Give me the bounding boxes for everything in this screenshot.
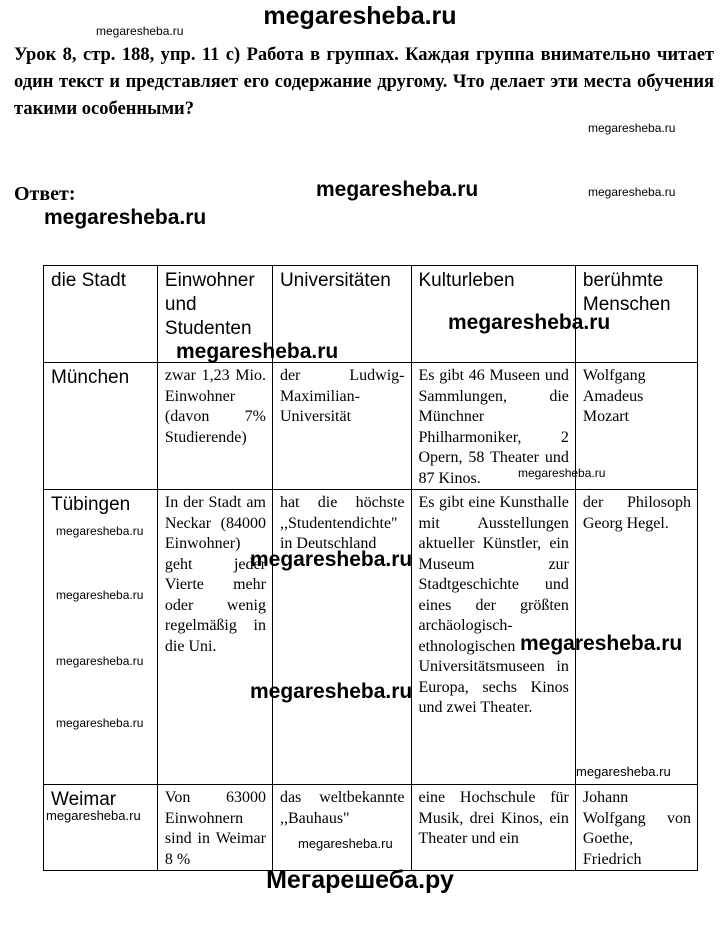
- row-university: das weltbekannte ,,Bauhaus": [272, 785, 411, 871]
- row-residents: zwar 1,23 Mio. Einwohner (davon 7% Studierende): [157, 363, 272, 490]
- watermark: megaresheba.ru: [520, 632, 683, 655]
- row-culture: eine Hochschule für Musik, drei Kinos, ein Theater und ein: [411, 785, 575, 871]
- row-residents: Von 63000 Einwohnern sind in Weimar 8 %: [157, 785, 272, 871]
- header-residents: Einwohner und Studenten: [157, 266, 272, 363]
- row-culture: Es gibt eine Kunsthalle mit Ausstellungen aktueller Künstler, ein Museum zur Stadtgeschichte und eines der größten archäologisch-ethnologischen Universitätsmuseen in Europa, sechs Kinos und zwei Theater.: [411, 490, 575, 785]
- watermark: megaresheba.ru: [56, 588, 144, 602]
- row-university: der Ludwig-Maximilian-Universität: [272, 363, 411, 490]
- watermark: megaresheba.ru: [588, 121, 676, 135]
- watermark: megaresheba.ru: [56, 524, 144, 538]
- watermark: megaresheba.ru: [298, 836, 393, 851]
- watermark: megaresheba.ru: [576, 764, 671, 779]
- table-row: [44, 785, 698, 871]
- watermark: megaresheba.ru: [448, 311, 611, 334]
- watermark: megaresheba.ru: [250, 680, 413, 703]
- row-people: Johann Wolfgang von Goethe, Friedrich: [575, 785, 697, 871]
- header-city: die Stadt: [44, 266, 158, 363]
- row-city: Weimar: [44, 785, 158, 871]
- row-culture: Es gibt 46 Museen und Sammlungen, die Münchner Philharmoniker, 2 Opern, 58 Theater und 87 Kinos.: [411, 363, 575, 490]
- watermark: megaresheba.ru: [56, 654, 144, 668]
- header-famous-people: berühmte Menschen: [575, 266, 697, 363]
- answer-label: Ответ:: [14, 183, 76, 205]
- watermark: megaresheba.ru: [176, 340, 339, 363]
- row-city: München: [44, 363, 158, 490]
- site-watermark-footer: Мегарешеба.ру: [266, 866, 454, 894]
- watermark: megaresheba.ru: [44, 206, 207, 229]
- watermark: megaresheba.ru: [96, 24, 184, 38]
- watermark: megaresheba.ru: [46, 808, 141, 823]
- row-residents: In der Stadt am Neckar (84000 Einwohner) geht jeder Vierte mehr oder wenig regelmäßig in die Uni.: [157, 490, 272, 785]
- watermark: megaresheba.ru: [316, 178, 479, 201]
- watermark: megaresheba.ru: [588, 185, 676, 199]
- header-universities: Universitäten: [272, 266, 411, 363]
- site-watermark-top: megaresheba.ru: [263, 2, 457, 30]
- watermark: megaresheba.ru: [56, 716, 144, 730]
- row-city: Tübingen: [44, 490, 158, 785]
- row-university: hat die höchste ,,Studentendichte" in Deutschland: [272, 490, 411, 785]
- row-people: der Philosoph Georg Hegel.: [575, 490, 697, 785]
- watermark: megaresheba.ru: [518, 466, 606, 480]
- task-text: Урок 8, стр. 188, упр. 11 c) Работа в группах. Каждая группа внимательно читает один текст и представляет его содержание другому. Что делает эти места обучения такими особенными?: [14, 45, 714, 119]
- row-people: Wolfgang Amadeus Mozart: [575, 363, 697, 490]
- header-culture: Kulturleben: [411, 266, 575, 363]
- watermark: megaresheba.ru: [250, 548, 413, 571]
